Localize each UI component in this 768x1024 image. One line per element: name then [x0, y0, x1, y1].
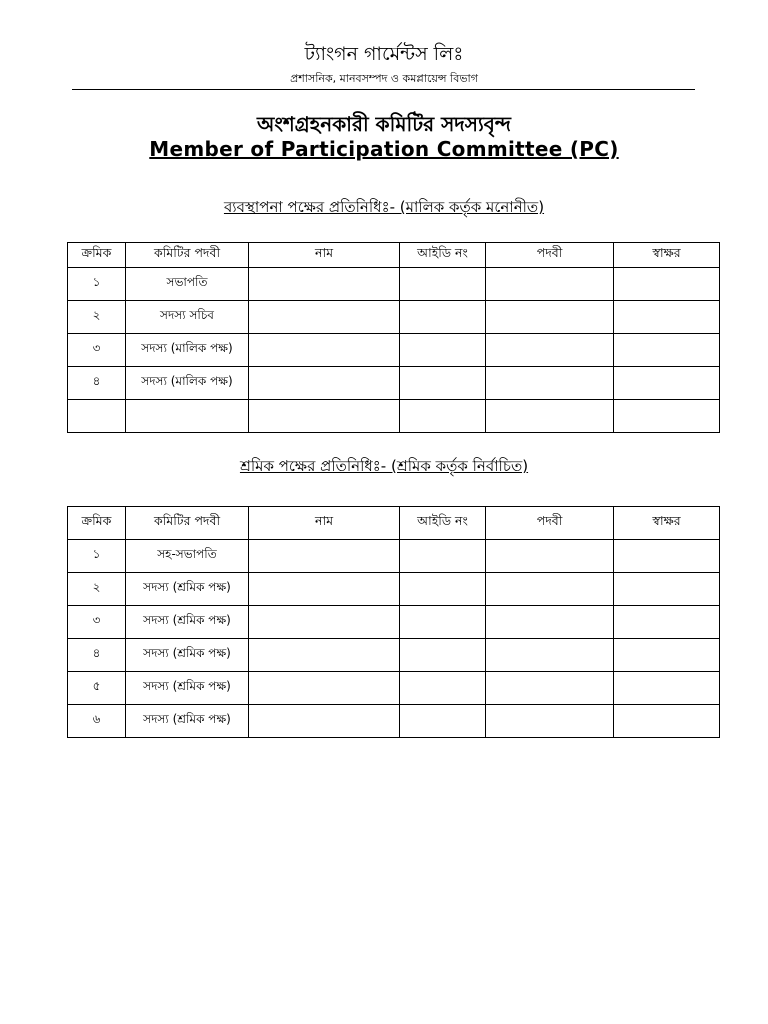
designation-cell[interactable] [486, 606, 614, 639]
id-cell[interactable] [400, 705, 486, 738]
designation-cell[interactable] [486, 540, 614, 573]
signature-cell[interactable] [614, 301, 720, 334]
id-cell[interactable] [400, 400, 486, 433]
table-row [68, 573, 720, 606]
designation-cell[interactable] [486, 334, 614, 367]
serial-cell: ৩ [68, 334, 126, 367]
col-serial: ক্রমিক [68, 507, 126, 540]
serial-cell: ১ [68, 540, 126, 573]
col-id: আইডি নং [400, 507, 486, 540]
col-id: আইডি নং [400, 243, 486, 268]
serial-cell: ৩ [68, 606, 126, 639]
name-cell[interactable] [249, 301, 400, 334]
position-cell: সদস্য (মালিক পক্ষ) [126, 367, 249, 400]
id-cell[interactable] [400, 334, 486, 367]
table-row [68, 639, 720, 672]
serial-cell: ৫ [68, 672, 126, 705]
position-cell: সদস্য (মালিক পক্ষ) [126, 334, 249, 367]
id-cell[interactable] [400, 573, 486, 606]
serial-cell: ৬ [68, 705, 126, 738]
position-cell: সদস্য (শ্রমিক পক্ষ) [126, 606, 249, 639]
col-committee-position: কমিটির পদবী [126, 243, 249, 268]
title-english [0, 137, 768, 161]
table-header-row [68, 507, 720, 540]
serial-cell: ২ [68, 573, 126, 606]
signature-cell[interactable] [614, 367, 720, 400]
col-name: নাম [249, 507, 400, 540]
id-cell[interactable] [400, 367, 486, 400]
table-row [68, 367, 720, 400]
title-bangla: অংশগ্রহনকারী কমিটির সদস্যবৃন্দ [257, 112, 511, 136]
position-cell: সদস্য (শ্রমিক পক্ষ) [126, 573, 249, 606]
management-heading-text: ব্যবস্থাপনা পক্ষের প্রতিনিধিঃ- (মালিক কর্তৃক মনোনীত) [223, 198, 545, 216]
position-cell: সহ-সভাপতি [126, 540, 249, 573]
signature-cell[interactable] [614, 540, 720, 573]
header-divider [72, 89, 695, 90]
table-row [68, 705, 720, 738]
serial-cell: ৪ [68, 639, 126, 672]
position-cell[interactable] [126, 400, 249, 433]
position-cell: সদস্য (শ্রমিক পক্ষ) [126, 672, 249, 705]
name-cell[interactable] [249, 606, 400, 639]
signature-cell[interactable] [614, 268, 720, 301]
table-row [68, 540, 720, 573]
serial-cell: ১ [68, 268, 126, 301]
name-cell[interactable] [249, 400, 400, 433]
col-signature: স্বাক্ষর [614, 507, 720, 540]
col-designation: পদবী [486, 507, 614, 540]
serial-cell: ২ [68, 301, 126, 334]
col-serial: ক্রমিক [68, 243, 126, 268]
name-cell[interactable] [249, 334, 400, 367]
name-cell[interactable] [249, 268, 400, 301]
designation-cell[interactable] [486, 400, 614, 433]
id-cell[interactable] [400, 540, 486, 573]
col-signature: স্বাক্ষর [614, 243, 720, 268]
table-row [68, 606, 720, 639]
name-cell[interactable] [249, 705, 400, 738]
department-name: প্রশাসনিক, মানবসম্পদ ও কমপ্লায়েন্স বিভাগ [290, 72, 478, 85]
name-cell[interactable] [249, 639, 400, 672]
signature-cell[interactable] [614, 672, 720, 705]
designation-cell[interactable] [486, 573, 614, 606]
id-cell[interactable] [400, 672, 486, 705]
id-cell[interactable] [400, 639, 486, 672]
name-cell[interactable] [249, 540, 400, 573]
signature-cell[interactable] [614, 573, 720, 606]
table-row [68, 268, 720, 301]
name-cell[interactable] [249, 573, 400, 606]
serial-cell[interactable] [68, 400, 126, 433]
designation-cell[interactable] [486, 639, 614, 672]
designation-cell[interactable] [486, 367, 614, 400]
workers-table [67, 506, 720, 738]
position-cell: সদস্য সচিব [126, 301, 249, 334]
table-row [68, 400, 720, 433]
table-row [68, 334, 720, 367]
position-cell: সদস্য (শ্রমিক পক্ষ) [126, 705, 249, 738]
table-header-row [68, 243, 720, 268]
workers-heading [0, 455, 768, 480]
position-cell: সদস্য (শ্রমিক পক্ষ) [126, 639, 249, 672]
company-name: ট্যাংগন গার্মেন্টস লিঃ [304, 43, 464, 65]
designation-cell[interactable] [486, 672, 614, 705]
name-cell[interactable] [249, 672, 400, 705]
signature-cell[interactable] [614, 334, 720, 367]
signature-cell[interactable] [614, 639, 720, 672]
id-cell[interactable] [400, 301, 486, 334]
id-cell[interactable] [400, 606, 486, 639]
management-heading [0, 196, 768, 221]
serial-cell: ৪ [68, 367, 126, 400]
table-row [68, 672, 720, 705]
signature-cell[interactable] [614, 400, 720, 433]
col-name: নাম [249, 243, 400, 268]
designation-cell[interactable] [486, 301, 614, 334]
workers-heading-text: শ্রমিক পক্ষের প্রতিনিধিঃ- (শ্রমিক কর্তৃক নির্বাচিত) [239, 457, 529, 475]
col-designation: পদবী [486, 243, 614, 268]
title-english-text: Member of Participation Committee (PC) [149, 137, 619, 161]
signature-cell[interactable] [614, 705, 720, 738]
designation-cell[interactable] [486, 268, 614, 301]
management-table [67, 242, 720, 433]
table-row [68, 301, 720, 334]
col-committee-position: কমিটির পদবী [126, 507, 249, 540]
id-cell[interactable] [400, 268, 486, 301]
signature-cell[interactable] [614, 606, 720, 639]
name-cell[interactable] [249, 367, 400, 400]
position-cell: সভাপতি [126, 268, 249, 301]
designation-cell[interactable] [486, 705, 614, 738]
